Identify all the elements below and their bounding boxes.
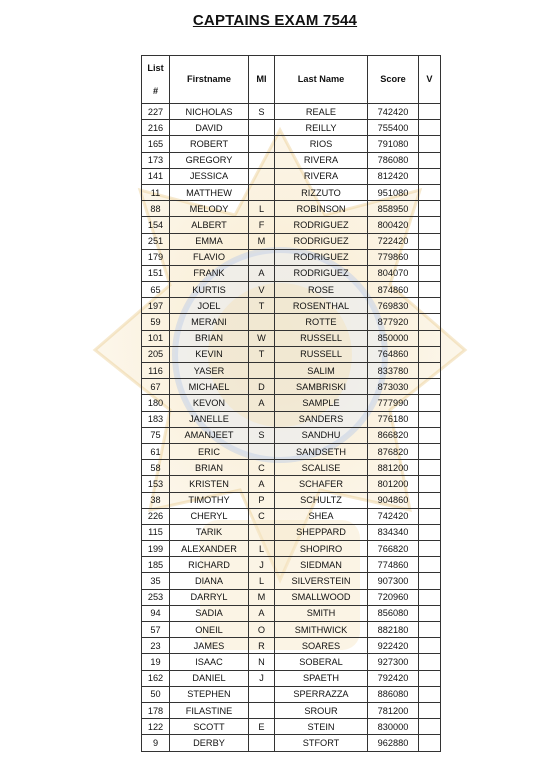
column-header-lastname: Last Name: [275, 56, 368, 104]
first-name-cell: ONEIL: [170, 622, 249, 638]
table-row: [142, 265, 441, 281]
middle-initial-cell: L: [249, 573, 275, 589]
veteran-mark-cell: [419, 104, 441, 120]
veteran-mark-cell: [419, 702, 441, 718]
middle-initial-cell: P: [249, 492, 275, 508]
score-cell: 776180: [368, 411, 419, 427]
last-name-cell: STEIN: [275, 719, 368, 735]
veteran-mark-cell: [419, 330, 441, 346]
score-cell: 922420: [368, 638, 419, 654]
last-name-cell: SMITH: [275, 605, 368, 621]
middle-initial-cell: T: [249, 298, 275, 314]
last-name-cell: RIZZUTO: [275, 184, 368, 200]
first-name-cell: KEVIN: [170, 346, 249, 362]
list-number-cell: 67: [142, 379, 170, 395]
score-cell: 781200: [368, 702, 419, 718]
veteran-mark-cell: [419, 508, 441, 524]
score-cell: 764860: [368, 346, 419, 362]
table-row: [142, 395, 441, 411]
table-row: [142, 541, 441, 557]
last-name-cell: SOBERAL: [275, 654, 368, 670]
veteran-mark-cell: [419, 265, 441, 281]
list-number-cell: 88: [142, 201, 170, 217]
veteran-mark-cell: [419, 735, 441, 751]
list-number-cell: 58: [142, 460, 170, 476]
score-cell: 755400: [368, 120, 419, 136]
table-row: [142, 719, 441, 735]
middle-initial-cell: L: [249, 541, 275, 557]
list-number-cell: 180: [142, 395, 170, 411]
last-name-cell: RODRIGUEZ: [275, 265, 368, 281]
first-name-cell: SADIA: [170, 605, 249, 621]
last-name-cell: RIOS: [275, 136, 368, 152]
veteran-mark-cell: [419, 152, 441, 168]
first-name-cell: TIMOTHY: [170, 492, 249, 508]
middle-initial-cell: [249, 524, 275, 540]
list-number-cell: 178: [142, 702, 170, 718]
score-cell: 777990: [368, 395, 419, 411]
score-cell: 874860: [368, 282, 419, 298]
middle-initial-cell: [249, 702, 275, 718]
list-header-line2: #: [152, 85, 159, 96]
veteran-mark-cell: [419, 654, 441, 670]
list-number-cell: 227: [142, 104, 170, 120]
table-header-row: [142, 56, 441, 104]
last-name-cell: SROUR: [275, 702, 368, 718]
list-number-cell: 253: [142, 589, 170, 605]
veteran-mark-cell: [419, 346, 441, 362]
last-name-cell: REILLY: [275, 120, 368, 136]
table-row: [142, 346, 441, 362]
score-cell: 850000: [368, 330, 419, 346]
middle-initial-cell: L: [249, 201, 275, 217]
last-name-cell: RUSSELL: [275, 346, 368, 362]
list-number-cell: 153: [142, 476, 170, 492]
veteran-mark-cell: [419, 638, 441, 654]
last-name-cell: SMALLWOOD: [275, 589, 368, 605]
middle-initial-cell: O: [249, 622, 275, 638]
table-row: [142, 136, 441, 152]
list-number-cell: 94: [142, 605, 170, 621]
middle-initial-cell: [249, 136, 275, 152]
middle-initial-cell: A: [249, 476, 275, 492]
last-name-cell: SILVERSTEIN: [275, 573, 368, 589]
veteran-mark-cell: [419, 460, 441, 476]
first-name-cell: JOEL: [170, 298, 249, 314]
table-row: [142, 411, 441, 427]
middle-initial-cell: [249, 314, 275, 330]
last-name-cell: SAMPLE: [275, 395, 368, 411]
list-number-cell: 35: [142, 573, 170, 589]
veteran-mark-cell: [419, 314, 441, 330]
middle-initial-cell: [249, 249, 275, 265]
veteran-mark-cell: [419, 443, 441, 459]
last-name-cell: SCALISE: [275, 460, 368, 476]
table-row: [142, 427, 441, 443]
last-name-cell: ROSENTHAL: [275, 298, 368, 314]
last-name-cell: ROBINSON: [275, 201, 368, 217]
middle-initial-cell: C: [249, 460, 275, 476]
last-name-cell: SHEA: [275, 508, 368, 524]
first-name-cell: FILASTINE: [170, 702, 249, 718]
list-number-cell: 122: [142, 719, 170, 735]
score-cell: 774860: [368, 557, 419, 573]
table-row: [142, 702, 441, 718]
first-name-cell: JAMES: [170, 638, 249, 654]
first-name-cell: DAVID: [170, 120, 249, 136]
table-row: [142, 201, 441, 217]
table-row: [142, 104, 441, 120]
last-name-cell: SCHAFER: [275, 476, 368, 492]
score-cell: 882180: [368, 622, 419, 638]
veteran-mark-cell: [419, 363, 441, 379]
score-cell: 951080: [368, 184, 419, 200]
list-number-cell: 251: [142, 233, 170, 249]
table-row: [142, 589, 441, 605]
table-row: [142, 184, 441, 200]
list-number-cell: 179: [142, 249, 170, 265]
last-name-cell: SALIM: [275, 363, 368, 379]
first-name-cell: DIANA: [170, 573, 249, 589]
table-row: [142, 282, 441, 298]
score-cell: 858950: [368, 201, 419, 217]
score-cell: 720960: [368, 589, 419, 605]
first-name-cell: NICHOLAS: [170, 104, 249, 120]
veteran-mark-cell: [419, 217, 441, 233]
middle-initial-cell: V: [249, 282, 275, 298]
score-cell: 769830: [368, 298, 419, 314]
table-row: [142, 622, 441, 638]
score-cell: 904860: [368, 492, 419, 508]
table-row: [142, 363, 441, 379]
list-number-cell: 9: [142, 735, 170, 751]
score-cell: 927300: [368, 654, 419, 670]
last-name-cell: RODRIGUEZ: [275, 233, 368, 249]
first-name-cell: CHERYL: [170, 508, 249, 524]
list-header-line1: List: [147, 62, 164, 73]
middle-initial-cell: [249, 411, 275, 427]
veteran-mark-cell: [419, 605, 441, 621]
middle-initial-cell: [249, 168, 275, 184]
veteran-mark-cell: [419, 298, 441, 314]
first-name-cell: FRANK: [170, 265, 249, 281]
score-cell: 786080: [368, 152, 419, 168]
middle-initial-cell: [249, 686, 275, 702]
table-row: [142, 476, 441, 492]
page-title: CAPTAINS EXAM 7544: [192, 12, 358, 29]
first-name-cell: DARRYL: [170, 589, 249, 605]
middle-initial-cell: S: [249, 104, 275, 120]
first-name-cell: FLAVIO: [170, 249, 249, 265]
results-table: [141, 55, 441, 752]
first-name-cell: ALEXANDER: [170, 541, 249, 557]
score-cell: 834340: [368, 524, 419, 540]
last-name-cell: SOARES: [275, 638, 368, 654]
list-number-cell: 154: [142, 217, 170, 233]
middle-initial-cell: F: [249, 217, 275, 233]
middle-initial-cell: [249, 120, 275, 136]
first-name-cell: AMANJEET: [170, 427, 249, 443]
score-cell: 779860: [368, 249, 419, 265]
table-row: [142, 735, 441, 751]
first-name-cell: BRIAN: [170, 330, 249, 346]
list-number-cell: 162: [142, 670, 170, 686]
last-name-cell: RIVERA: [275, 168, 368, 184]
middle-initial-cell: S: [249, 427, 275, 443]
list-number-cell: 19: [142, 654, 170, 670]
score-cell: 866820: [368, 427, 419, 443]
veteran-mark-cell: [419, 541, 441, 557]
first-name-cell: ALBERT: [170, 217, 249, 233]
list-number-cell: 65: [142, 282, 170, 298]
list-number-cell: 116: [142, 363, 170, 379]
last-name-cell: SANDSETH: [275, 443, 368, 459]
table-row: [142, 217, 441, 233]
middle-initial-cell: M: [249, 233, 275, 249]
first-name-cell: MICHAEL: [170, 379, 249, 395]
first-name-cell: JANELLE: [170, 411, 249, 427]
list-number-cell: 151: [142, 265, 170, 281]
last-name-cell: SHOPIRO: [275, 541, 368, 557]
first-name-cell: STEPHEN: [170, 686, 249, 702]
score-cell: 722420: [368, 233, 419, 249]
last-name-cell: SHEPPARD: [275, 524, 368, 540]
middle-initial-cell: [249, 443, 275, 459]
first-name-cell: ROBERT: [170, 136, 249, 152]
first-name-cell: DANIEL: [170, 670, 249, 686]
list-number-cell: 115: [142, 524, 170, 540]
veteran-mark-cell: [419, 589, 441, 605]
column-header-mi: MI: [249, 56, 275, 104]
score-cell: 791080: [368, 136, 419, 152]
table-row: [142, 524, 441, 540]
table-row: [142, 492, 441, 508]
first-name-cell: KURTIS: [170, 282, 249, 298]
score-cell: 742420: [368, 104, 419, 120]
veteran-mark-cell: [419, 249, 441, 265]
first-name-cell: TARIK: [170, 524, 249, 540]
veteran-mark-cell: [419, 136, 441, 152]
list-number-cell: 101: [142, 330, 170, 346]
table-row: [142, 670, 441, 686]
list-number-cell: 11: [142, 184, 170, 200]
table-row: [142, 298, 441, 314]
list-number-cell: 226: [142, 508, 170, 524]
table-row: [142, 605, 441, 621]
veteran-mark-cell: [419, 427, 441, 443]
list-number-cell: 59: [142, 314, 170, 330]
veteran-mark-cell: [419, 120, 441, 136]
last-name-cell: SMITHWICK: [275, 622, 368, 638]
veteran-mark-cell: [419, 686, 441, 702]
column-header-v: V: [419, 56, 441, 104]
last-name-cell: ROSE: [275, 282, 368, 298]
list-number-cell: 197: [142, 298, 170, 314]
list-number-cell: 75: [142, 427, 170, 443]
last-name-cell: SANDERS: [275, 411, 368, 427]
score-cell: 812420: [368, 168, 419, 184]
score-cell: 876820: [368, 443, 419, 459]
middle-initial-cell: W: [249, 330, 275, 346]
last-name-cell: SCHULTZ: [275, 492, 368, 508]
veteran-mark-cell: [419, 379, 441, 395]
list-number-cell: 183: [142, 411, 170, 427]
score-cell: 830000: [368, 719, 419, 735]
table-row: [142, 120, 441, 136]
veteran-mark-cell: [419, 184, 441, 200]
middle-initial-cell: D: [249, 379, 275, 395]
first-name-cell: MERANI: [170, 314, 249, 330]
column-header-score: Score: [368, 56, 419, 104]
table-row: [142, 249, 441, 265]
first-name-cell: MELODY: [170, 201, 249, 217]
veteran-mark-cell: [419, 282, 441, 298]
veteran-mark-cell: [419, 411, 441, 427]
score-cell: 881200: [368, 460, 419, 476]
veteran-mark-cell: [419, 670, 441, 686]
score-cell: 833780: [368, 363, 419, 379]
table-body: [142, 104, 441, 752]
first-name-cell: KRISTEN: [170, 476, 249, 492]
column-header-list: [142, 56, 170, 104]
list-number-cell: 165: [142, 136, 170, 152]
first-name-cell: DERBY: [170, 735, 249, 751]
middle-initial-cell: [249, 735, 275, 751]
score-cell: 804070: [368, 265, 419, 281]
list-number-cell: 61: [142, 443, 170, 459]
last-name-cell: REALE: [275, 104, 368, 120]
score-cell: 801200: [368, 476, 419, 492]
last-name-cell: ROTTE: [275, 314, 368, 330]
veteran-mark-cell: [419, 557, 441, 573]
middle-initial-cell: A: [249, 605, 275, 621]
veteran-mark-cell: [419, 622, 441, 638]
score-cell: 766820: [368, 541, 419, 557]
first-name-cell: KEVON: [170, 395, 249, 411]
list-number-cell: 57: [142, 622, 170, 638]
middle-initial-cell: M: [249, 589, 275, 605]
table-row: [142, 638, 441, 654]
veteran-mark-cell: [419, 201, 441, 217]
first-name-cell: RICHARD: [170, 557, 249, 573]
middle-initial-cell: R: [249, 638, 275, 654]
middle-initial-cell: [249, 184, 275, 200]
table-row: [142, 233, 441, 249]
middle-initial-cell: J: [249, 670, 275, 686]
list-number-cell: 199: [142, 541, 170, 557]
score-cell: 800420: [368, 217, 419, 233]
middle-initial-cell: T: [249, 346, 275, 362]
table-row: [142, 460, 441, 476]
list-number-cell: 141: [142, 168, 170, 184]
middle-initial-cell: J: [249, 557, 275, 573]
score-cell: 886080: [368, 686, 419, 702]
list-number-cell: 173: [142, 152, 170, 168]
list-number-cell: 23: [142, 638, 170, 654]
first-name-cell: YASER: [170, 363, 249, 379]
column-header-firstname: Firstname: [170, 56, 249, 104]
score-cell: 907300: [368, 573, 419, 589]
score-cell: 856080: [368, 605, 419, 621]
list-number-cell: 205: [142, 346, 170, 362]
table-row: [142, 379, 441, 395]
table-row: [142, 508, 441, 524]
veteran-mark-cell: [419, 233, 441, 249]
table-row: [142, 314, 441, 330]
score-cell: 962880: [368, 735, 419, 751]
middle-initial-cell: E: [249, 719, 275, 735]
table-row: [142, 557, 441, 573]
score-cell: 873030: [368, 379, 419, 395]
table-row: [142, 168, 441, 184]
veteran-mark-cell: [419, 395, 441, 411]
last-name-cell: STFORT: [275, 735, 368, 751]
first-name-cell: JESSICA: [170, 168, 249, 184]
list-number-cell: 185: [142, 557, 170, 573]
veteran-mark-cell: [419, 719, 441, 735]
list-number-cell: 216: [142, 120, 170, 136]
score-cell: 877920: [368, 314, 419, 330]
middle-initial-cell: N: [249, 654, 275, 670]
first-name-cell: GREGORY: [170, 152, 249, 168]
score-cell: 792420: [368, 670, 419, 686]
table-row: [142, 573, 441, 589]
last-name-cell: SPERRAZZA: [275, 686, 368, 702]
middle-initial-cell: [249, 363, 275, 379]
last-name-cell: SANDHU: [275, 427, 368, 443]
list-number-cell: 38: [142, 492, 170, 508]
last-name-cell: SIEDMAN: [275, 557, 368, 573]
middle-initial-cell: C: [249, 508, 275, 524]
table-row: [142, 686, 441, 702]
first-name-cell: EMMA: [170, 233, 249, 249]
table-row: [142, 152, 441, 168]
middle-initial-cell: [249, 152, 275, 168]
last-name-cell: RUSSELL: [275, 330, 368, 346]
last-name-cell: RIVERA: [275, 152, 368, 168]
first-name-cell: ERIC: [170, 443, 249, 459]
first-name-cell: BRIAN: [170, 460, 249, 476]
veteran-mark-cell: [419, 573, 441, 589]
table-row: [142, 654, 441, 670]
first-name-cell: SCOTT: [170, 719, 249, 735]
last-name-cell: RODRIGUEZ: [275, 249, 368, 265]
last-name-cell: SAMBRISKI: [275, 379, 368, 395]
middle-initial-cell: A: [249, 265, 275, 281]
first-name-cell: ISAAC: [170, 654, 249, 670]
table-row: [142, 443, 441, 459]
middle-initial-cell: A: [249, 395, 275, 411]
veteran-mark-cell: [419, 168, 441, 184]
table-row: [142, 330, 441, 346]
score-cell: 742420: [368, 508, 419, 524]
first-name-cell: MATTHEW: [170, 184, 249, 200]
veteran-mark-cell: [419, 476, 441, 492]
veteran-mark-cell: [419, 492, 441, 508]
list-number-cell: 50: [142, 686, 170, 702]
last-name-cell: SPAETH: [275, 670, 368, 686]
last-name-cell: RODRIGUEZ: [275, 217, 368, 233]
veteran-mark-cell: [419, 524, 441, 540]
